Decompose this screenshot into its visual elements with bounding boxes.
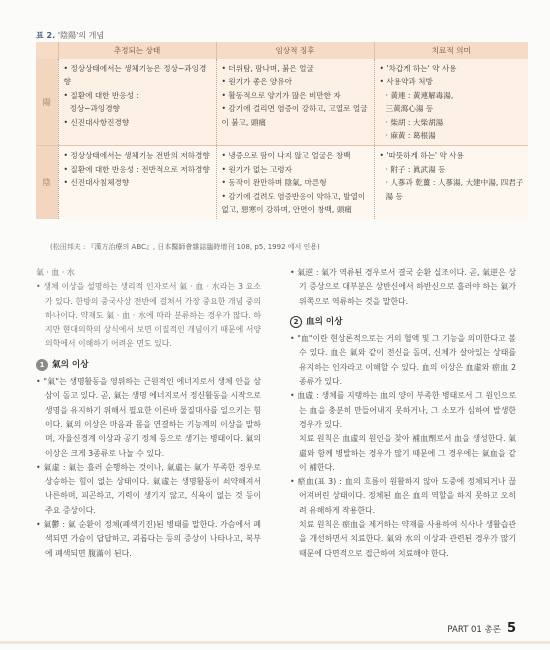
cell-line: • 정상상태에서는 생체기능은 정상~과잉경향 bbox=[63, 64, 207, 87]
table-cell bbox=[216, 146, 374, 220]
section-heading-qi bbox=[36, 358, 261, 372]
table-row bbox=[36, 146, 528, 220]
table-label: 표 2. bbox=[36, 31, 56, 40]
page-number: 5 bbox=[506, 621, 516, 636]
table-cell bbox=[374, 59, 528, 146]
right-column bbox=[290, 266, 516, 561]
paragraph: • 血虛 : 생체를 지탱하는 血의 양이 부족한 병태로서 그 원인으로는 血을 충분히 만들어내지 못하거나, 그 소모가 심하여 발생한 경우가 있다. bbox=[290, 391, 516, 429]
table-cell bbox=[58, 59, 216, 146]
cell-line: • 활동적으로 양기가 많은 비만한 자 bbox=[221, 90, 341, 100]
table-row bbox=[36, 59, 528, 146]
row-label: 陰 bbox=[36, 146, 58, 220]
cell-line: • 질환에 대한 반응성 : bbox=[63, 90, 139, 100]
heading-text: 氣의 이상 bbox=[52, 359, 89, 370]
table-header-row bbox=[36, 42, 528, 59]
cell-line: · 黃連 : 黃連解毒湯, bbox=[385, 90, 454, 100]
table-cell bbox=[216, 59, 374, 146]
cell-line: · 麻黃 : 葛根湯 bbox=[385, 131, 436, 141]
table-caption bbox=[36, 30, 104, 41]
cell-line: • 신진대사침체경향 bbox=[63, 178, 130, 188]
cell-line: • 정상상태에서는 생체기능 전반의 저하경향 bbox=[63, 151, 210, 161]
section-heading-blood bbox=[290, 315, 516, 329]
table-title: '陰陽'의 개념 bbox=[57, 31, 105, 40]
table-cell bbox=[374, 146, 528, 220]
heading-text: 血의 이상 bbox=[306, 316, 343, 327]
cell-line: • 감기에 걸리면 염증이 강하고, 고열로 얼굴이 붉고, 頭痛 bbox=[221, 104, 368, 127]
footer-part: PART 01 총론 bbox=[447, 625, 501, 635]
cell-line: • 사용약과 처방 bbox=[379, 77, 433, 87]
paragraph: • 氣鬱 : 氣 순환이 정체(폐색기진)된 병태를 말한다. 가슴에서 폐색되면 가슴이 답답하고, 괴롭다는 등의 증상이 나타나고, 복부에 폐색되면 腹滿이 된다. bbox=[36, 520, 261, 558]
paragraph: • 氣虛 : 氣는 흘러 순행하는 것이나, 氣虛는 氣가 부족한 경우로 상승하는 힘이 없는 상태이다. 氣虛는 생명활동이 쇠약해져서 나른하며, 피곤하고, 기력이 생기지 않고, 식욕이 없는 것 등이 주요 증상이다. bbox=[36, 462, 261, 515]
cell-line: 정상~과잉경향 bbox=[69, 104, 120, 114]
paragraph: 치료 원칙은 血虛의 원인을 찾아 補血劑로서 血을 생성한다. 氣虛와 함께 병발하는 경우가 많기 때문에 그 경우에는 氣血을 같이 補한다. bbox=[299, 434, 516, 472]
paragraph: 치료 원칙은 瘀血을 제거하는 약재를 사용하여 식사나 생활습관을 개선하면서 치료한다. 氣와 水의 이상과 관련된 경우가 많기 때문에 다면적으로 접근하여 치료해야 한다. bbox=[299, 520, 516, 558]
table-cell bbox=[58, 146, 216, 220]
cell-line: · 附子 : 眞武湯 등 bbox=[385, 164, 446, 174]
cell-line: · 人蔘과 乾薑 : 人蔘湯, 大建中湯, 四君子湯 등 bbox=[385, 178, 524, 201]
cell-line: • 원기가 좋은 양유아 bbox=[221, 77, 292, 87]
cell-line: • '따뜻하게 하는' 약 사용 bbox=[379, 151, 464, 161]
cell-line: · 柴胡 : 大柴胡湯 bbox=[385, 117, 444, 127]
cell-line: • 더위탐, 땀나며, 붉은 얼굴 bbox=[221, 64, 314, 73]
header-treatment: 치료적 의미 bbox=[374, 42, 528, 59]
section-header: 氣 · 血 · 水 bbox=[36, 268, 75, 277]
number-badge: 1 bbox=[36, 359, 48, 371]
cell-line: • 원기가 없는 고령자 bbox=[221, 164, 292, 174]
header-state: 추정되는 상태 bbox=[58, 42, 216, 59]
cell-line: • '차갑게 하는' 약 사용 bbox=[379, 64, 457, 73]
header-blank bbox=[36, 42, 58, 59]
cell-line: • 질환에 대한 반응성 : 전반적으로 저하경향 bbox=[63, 164, 210, 174]
cell-line: • 신진대사항진경향 bbox=[63, 117, 130, 127]
cell-line: • 감기에 걸려도 염증반응이 약하고, 발열이 없고, 惡寒이 강하며, 안면이 창백, 頭痛 bbox=[221, 191, 366, 215]
paragraph: • "氣"는 생명활동을 영위하는 근원적인 에너지로서 생체 안을 삼삼이 돌고 있다. 곧, 氣는 생명 에너지로서 정신활동을 시작으로 생명을 유지하기 위해서 필요한 이른바 물질대사를 일으키는 힘이다. 氣의 이상은 마음과 몸을 연결하는 기능계의 이상을 말하며, 자율신경계 이상과 공기 정체 등으로 생기는 병태이다. 氣의 이상은 크게 3종류로 나눌 수 있다. bbox=[36, 377, 261, 458]
left-column bbox=[36, 266, 261, 561]
paragraph: • "血"이란 현상론적으로는 거의 혈액 및 그 기능을 의미한다고 볼 수 있다. 血은 氣와 같이 전신을 돌며, 신체가 살아있는 상태를 유지하는 인자라고 이해할 수 있다. 血의 이상은 血虛와 瘀血 2종류가 있다. bbox=[290, 334, 516, 387]
yin-yang-table bbox=[36, 42, 528, 219]
cell-line: • 동작이 완만하며 陰氣, 마른형 bbox=[221, 178, 327, 188]
cell-line: • 냉증으로 땀이 나지 않고 얼굴은 창백 bbox=[221, 151, 351, 161]
number-badge: 2 bbox=[290, 316, 302, 328]
cell-line: 三黃瀉心湯 등 bbox=[385, 104, 434, 114]
paragraph: • 생체 이상을 설명하는 생리적 인자로서 氣 · 血 · 水라는 3 요소가 있다. 한방의 중국사상 전반에 걸쳐서 가장 중요한 개념 중의 하나이다. 약재도 氣 · 血 · 水에 따라 분류하는 경우가 많다. 하지만 현대의학의 상식에서 보면 이질적인 개념이기 때문에 서양의학에서 이해하기 어려운 면도 있다. bbox=[36, 282, 261, 349]
paragraph: • 氣逆 : 氣가 역류된 경우로서 결국 순환 실조이다. 곧, 氣逆은 상기 증상으로 대부분은 상반신에서 하반신으로 흘러야 하는 氣가 위쪽으로 역류하는 것을 말한다. bbox=[290, 268, 516, 306]
row-label: 陽 bbox=[36, 59, 58, 146]
citation: (松田邦夫 : 『漢方治療의 ABC』, 日本醫師會雜誌臨時增刊 108, p5, 1992 에서 인용) bbox=[50, 243, 320, 251]
paragraph: • 瘀血(표 3) : 血의 흐름이 원활하지 않아 도중에 정체되거나 끊어져버린 상태이다. 정체된 血은 血의 역할을 하지 못하고 오히려 유해하게 작용한다. bbox=[290, 477, 516, 515]
header-symptoms: 임상적 징후 bbox=[216, 42, 374, 59]
bottom-rule bbox=[0, 641, 550, 644]
page-footer bbox=[447, 621, 516, 636]
